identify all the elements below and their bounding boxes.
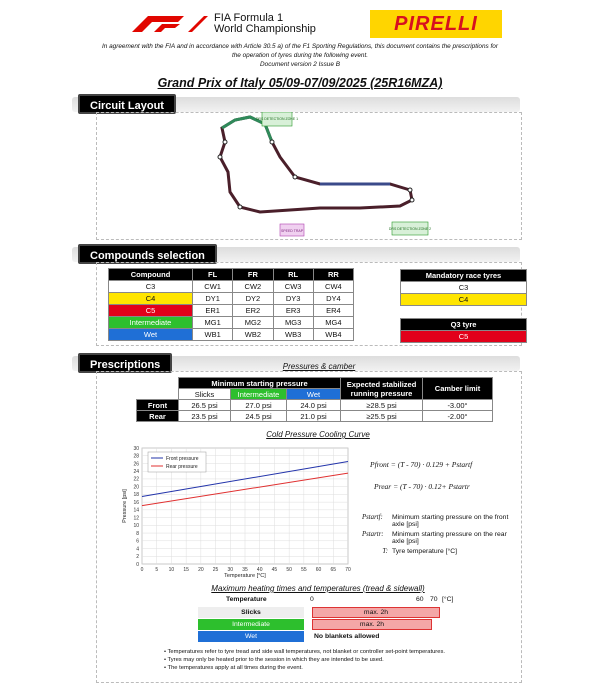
mandatory-table [400, 269, 527, 306]
note: • The temperatures apply at all times during the event. [164, 665, 303, 671]
expected-value: ≥28.5 psi [341, 400, 423, 411]
row-label: Front [137, 400, 179, 411]
col-compound: Compound [109, 269, 193, 281]
tyre-id: MG2 [233, 317, 273, 329]
tyre-id: DY2 [233, 293, 273, 305]
x-tick-label: 35 [242, 567, 248, 573]
x-tick-label: 30 [227, 567, 234, 573]
heating-no-blankets: No blankets allowed [314, 633, 380, 640]
fia-line-1: FIA Formula 1 [214, 12, 284, 24]
pressures-title: Pressures & camber [282, 362, 356, 371]
tyre-id: DY4 [313, 293, 353, 305]
compound-row [109, 281, 354, 293]
def-front-text: Minimum starting pressure on the front axle [psi] [392, 514, 509, 528]
heating-table [198, 596, 458, 642]
col-fr: FR [233, 269, 273, 281]
tyre-id: DY1 [193, 293, 233, 305]
x-tick-label: 60 [315, 567, 322, 573]
def-rear-text: Minimum starting pressure on the rear axle [psi] [392, 531, 507, 545]
prescriptions-section-title: Prescriptions [78, 353, 172, 373]
tyre-id: ER4 [313, 305, 353, 317]
camber-header: Camber limit [423, 378, 493, 400]
cooling-chart [112, 442, 356, 582]
x-tick-label: 20 [198, 567, 204, 573]
inter-value: 24.5 psi [231, 411, 287, 422]
y-tick-label: 14 [133, 507, 139, 514]
fia-title [214, 13, 364, 35]
x-tick-label: 10 [168, 567, 175, 573]
tyre-id: CW2 [233, 281, 273, 293]
legend-label: Rear pressure [166, 463, 198, 470]
q3-title: Q3 tyre [401, 319, 527, 331]
scale-60: 60 [416, 596, 424, 603]
tyre-id: CW4 [313, 281, 353, 293]
x-tick-label: 70 [345, 567, 351, 573]
fia-line-2: World Championship [214, 23, 316, 35]
tyre-id: MG4 [313, 317, 353, 329]
heating-row-wet [198, 631, 458, 642]
tyre-id: WB2 [233, 329, 273, 341]
heating-row-label: Wet [198, 631, 304, 642]
y-tick-label: 16 [133, 499, 139, 506]
compound-row [109, 305, 354, 317]
mandatory-tyre: C3 [401, 282, 527, 294]
wet-value: 24.0 psi [287, 400, 341, 411]
scale-0: 0 [310, 596, 314, 603]
x-axis-label: Temperature [°C] [224, 573, 266, 579]
pressure-row-front [137, 400, 493, 411]
compound-name: C3 [109, 281, 193, 293]
heating-row-label: Slicks [198, 607, 304, 618]
y-axis-label: Pressure [psi] [122, 489, 128, 523]
x-tick-label: 15 [183, 567, 189, 573]
formula-front: Pfront = (T - 70) · 0.129 + Pstartf [370, 460, 473, 469]
row-label: Rear [137, 411, 179, 422]
heating-row-intermediate [198, 619, 458, 630]
mandatory-tyre: C4 [401, 294, 527, 306]
y-tick-label: 18 [133, 492, 139, 499]
definitions [362, 514, 512, 555]
y-tick-label: 28 [133, 453, 139, 460]
tyre-id: MG1 [193, 317, 233, 329]
tyre-id: CW1 [193, 281, 233, 293]
intro-line-1: In agreement with the FIA and in accordance with Article 30.5 a) of the F1 Sporting Regulations, this document contains the prescriptions for [102, 43, 498, 50]
compound-row [109, 317, 354, 329]
formula-rear: Prear = (T - 70) · 0.12+ Pstartr [374, 482, 470, 491]
x-tick-label: 65 [330, 567, 337, 573]
circuit-section-title: Circuit Layout [78, 94, 176, 114]
circuit-map [200, 112, 440, 237]
col-rr: RR [313, 269, 353, 281]
x-tick-label: 25 [212, 567, 219, 573]
inter-value: 27.0 psi [231, 400, 287, 411]
x-tick-label: 0 [140, 567, 144, 573]
compound-name: Intermediate [109, 317, 193, 329]
f1-logo [128, 12, 210, 34]
tyre-id: MG3 [273, 317, 313, 329]
col-fl: FL [193, 269, 233, 281]
compound-row [109, 293, 354, 305]
tyre-id: WB3 [273, 329, 313, 341]
mandatory-title: Mandatory race tyres [401, 270, 527, 282]
tyre-id: ER2 [233, 305, 273, 317]
x-tick-label: 40 [256, 567, 263, 573]
slicks-header: Slicks [179, 389, 231, 400]
compound-name: C5 [109, 305, 193, 317]
y-tick-label: 24 [133, 469, 139, 475]
scale-unit: [°C] [442, 596, 454, 603]
expected-header: Expected stabilized running pressure [341, 378, 423, 400]
event-title: Grand Prix of Italy 05/09-07/09/2025 (25R16MZA) [157, 76, 443, 90]
tyre-id: WB4 [313, 329, 353, 341]
x-tick-label: 45 [271, 567, 278, 573]
y-tick-label: 22 [133, 476, 139, 483]
note: • Tyres may only be heated prior to the session in which they are intended to be used. [164, 657, 384, 663]
heating-bar: max. 2h [312, 607, 440, 618]
slicks-value: 26.5 psi [179, 400, 231, 411]
wet-value: 21.0 psi [287, 411, 341, 422]
y-tick-label: 0 [136, 561, 139, 568]
heating-row-slicks [198, 607, 458, 618]
intro-text [80, 42, 520, 69]
tyre-id: ER1 [193, 305, 233, 317]
note: • Temperatures refer to tyre tread and side wall temperatures, not blanket or controller set-point temperatures. [164, 649, 445, 655]
pirelli-logo: PIRELLI [370, 10, 502, 38]
q3-tyre: C5 [401, 331, 527, 343]
scale-70: 70 [430, 596, 438, 603]
y-tick-label: 12 [133, 515, 139, 522]
heating-bar: max. 2h [312, 619, 432, 630]
camber-value: -2.00° [423, 411, 493, 422]
tyre-id: CW3 [273, 281, 313, 293]
y-tick-label: 2 [136, 554, 139, 561]
q3-table [400, 318, 527, 343]
compound-row [109, 329, 354, 341]
y-tick-label: 6 [136, 538, 139, 545]
camber-value: -3.00° [423, 400, 493, 411]
def-rear-symbol: Pstartr: [362, 531, 384, 538]
speed-trap-label: SPEED TRAP [280, 229, 304, 233]
y-tick-label: 4 [136, 546, 139, 553]
def-t-symbol: T: [382, 548, 388, 555]
intro-line-2: the operation of tyres during the following event. [231, 52, 369, 59]
y-tick-label: 26 [133, 461, 139, 468]
drs-zone-1-label: DRS DETECTION ZONE 1 [255, 117, 299, 121]
temperature-label: Temperature [226, 596, 267, 603]
x-tick-label: 50 [286, 567, 292, 573]
pressure-row-rear [137, 411, 493, 422]
heating-title: Maximum heating times and temperatures (tread & sidewall) [211, 584, 425, 593]
expected-value: ≥25.5 psi [341, 411, 423, 422]
tyre-id: ER3 [273, 305, 313, 317]
y-tick-label: 8 [136, 530, 139, 537]
heating-notes [164, 648, 504, 672]
pressure-table [136, 377, 493, 422]
y-tick-label: 30 [133, 445, 139, 452]
compound-table [108, 268, 354, 341]
doc-version: Document version 2 Issue B [260, 61, 340, 68]
legend-label: Front pressure [166, 455, 199, 462]
wet-header: Wet [287, 389, 341, 400]
cooling-title: Cold Pressure Cooling Curve [266, 430, 370, 439]
col-rl: RL [273, 269, 313, 281]
compound-table-header [109, 269, 354, 281]
tyre-id: DY3 [273, 293, 313, 305]
heating-row-label: Intermediate [198, 619, 304, 630]
def-t-text: Tyre temperature [°C] [392, 548, 458, 555]
y-tick-label: 20 [133, 484, 139, 491]
drs-zone-2-label: DRS DETECTION ZONE 2 [388, 227, 432, 231]
min-pressure-header: Minimum starting pressure [179, 378, 341, 389]
tyre-id: WB1 [193, 329, 233, 341]
y-tick-label: 10 [133, 523, 139, 530]
compound-name: C4 [109, 293, 193, 305]
compound-name: Wet [109, 329, 193, 341]
x-tick-label: 55 [301, 567, 307, 573]
def-front-symbol: Pstartf: [362, 514, 383, 521]
intermediate-header: Intermediate [231, 389, 287, 400]
x-tick-label: 5 [155, 567, 159, 573]
compounds-section-title: Compounds selection [78, 244, 217, 264]
slicks-value: 23.5 psi [179, 411, 231, 422]
